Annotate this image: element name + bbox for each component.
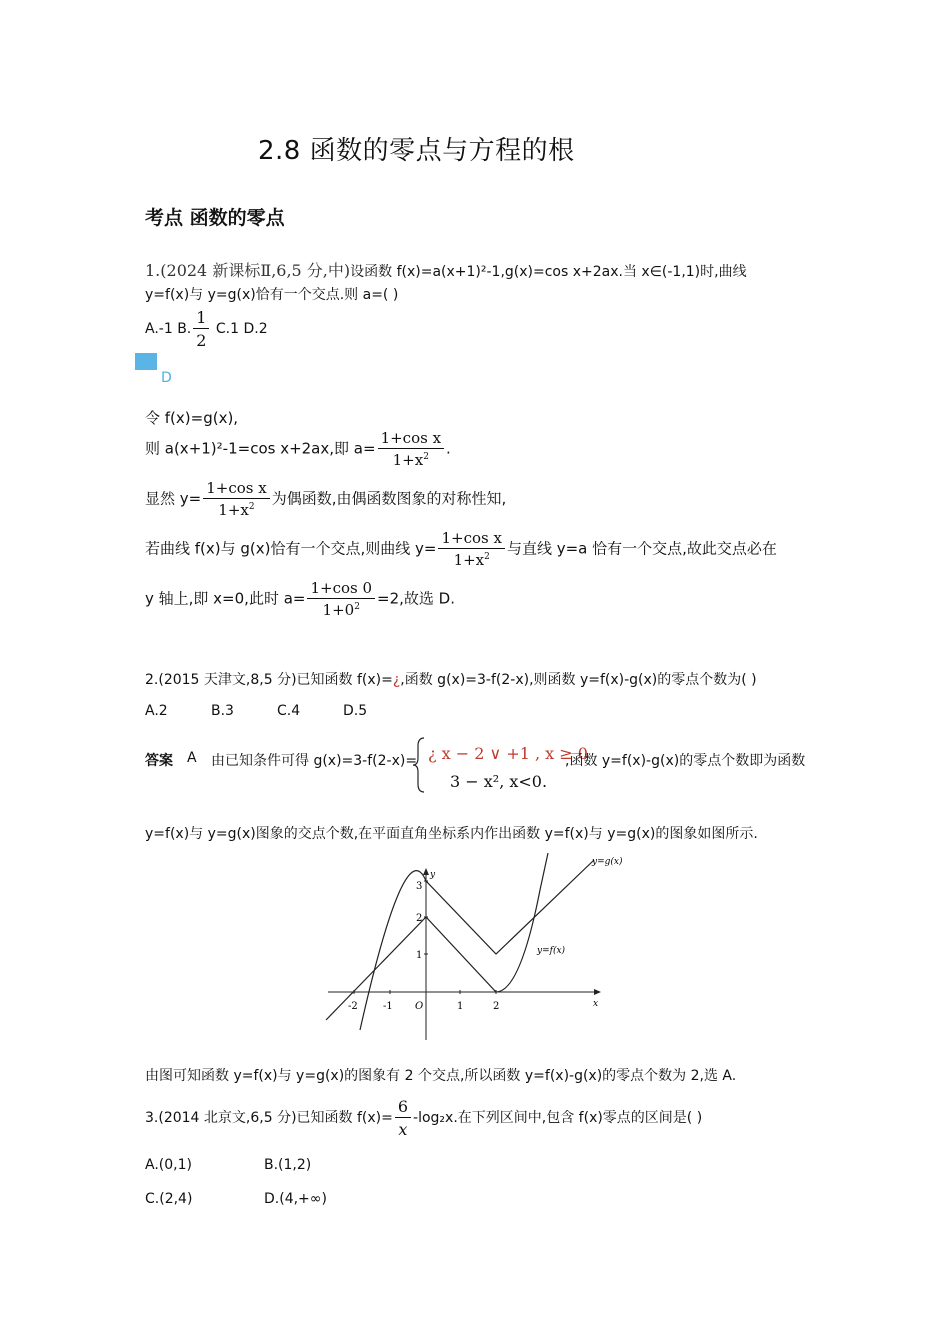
q2-conclusion: 由图可知函数 y=f(x)与 y=g(x)的图象有 2 个交点,所以函数 y=f(x)-g(x)的零点个数为 2,选 A. [145,1068,737,1084]
x-tick: 1 [457,1001,464,1012]
q1-choices-post: C.1 D.2 [211,321,268,337]
frac-num: 1+cos x [378,429,444,449]
q2-answer-text: 由已知条件可得 g(x)=3-f(2-x)= [211,753,418,769]
section-heading: 考点 函数的零点 [145,207,285,229]
frac-num: 1 [193,308,209,329]
q3-stem [145,1097,702,1139]
q1-solution-5 [145,579,455,619]
x-tick: -2 [348,1001,358,1012]
frac-num: 1+cos x [203,479,269,499]
fraction [378,429,444,469]
q1-solution-3 [145,479,506,519]
text: 若曲线 f(x)与 g(x)恰有一个交点,则曲线 y= [145,539,437,558]
text: 3.(2014 北京文,6,5 分)已知函数 f(x)= [145,1110,393,1126]
text: =2,故选 D. [377,589,455,608]
fraction [203,479,269,519]
q1-stem-2: y=f(x)与 y=g(x)恰有一个交点.则 a=( ) [145,287,399,303]
q1-choices-pre: A.-1 B. [145,321,192,337]
q1-stem-1: 设函数 f(x)=a(x+1)²-1,g(x)=cos x+2ax.当 x∈(-1,1)时,曲线 [350,264,747,280]
text: 2.(2015 天津文,8,5 分)已知函数 f(x)= [145,672,393,688]
x-axis-arrow-icon [594,989,601,995]
den-base: 1+x [218,501,249,519]
y-tick: 2 [416,913,423,924]
frac-den [203,499,269,519]
x-tick: 2 [493,1001,500,1012]
q3-choice-a: A.(0,1) [145,1157,192,1173]
den-exp: 2 [354,602,360,612]
q2-stem [145,669,757,689]
text: ,函数 g(x)=3-f(2-x),则函数 y=f(x)-g(x)的零点个数为( ) [400,672,757,688]
page-title: 2.8 函数的零点与方程的根 [258,136,575,166]
fraction [395,1097,411,1139]
q2-case-1 [428,744,588,763]
y-tick: 1 [416,950,423,961]
curve-g-label: y=g(x) [592,857,623,867]
den-base: 1+0 [322,601,355,619]
text: 为偶函数,由偶函数图象的对称性知, [271,489,507,508]
fraction [438,529,504,569]
frac-num: 1+cos 0 [307,579,375,599]
q1-source: 1.(2024 新课标Ⅱ,6,5 分,中) [145,261,351,280]
q1-choice-b-frac [193,308,209,350]
q2-answer-label: 答案 [145,753,173,769]
q2-case-2: 3 − x², x<0. [450,772,548,791]
function-graph [320,850,623,1045]
frac-den: 2 [196,331,207,350]
den-exp: 2 [484,552,490,562]
q2-answer-line2: y=f(x)与 y=g(x)图象的交点个数,在平面直角坐标系内作出函数 y=f(x)与 y=g(x)的图象如图所示. [145,826,758,842]
brace-icon [412,736,426,794]
y-tick: 3 [416,881,423,892]
q1-solution-4 [145,529,777,569]
x-tick: -1 [383,1001,393,1012]
curve-f-label: y=f(x) [537,946,566,956]
q1-choices [145,308,268,350]
q2-choice-a: A.2 [145,703,168,719]
answer-marker-icon [135,353,157,370]
den-base: 1+x [453,551,485,569]
q2-choice-c: C.4 [277,703,301,719]
y-axis-label: y [430,870,436,880]
q1-line1 [145,258,747,281]
q2-answer-value: A [187,750,197,766]
den-exp: 2 [423,452,429,462]
q1-solution-2 [145,429,451,469]
frac-num: 6 [395,1097,411,1118]
q1-solution-1: 令 f(x)=g(x), [145,409,239,427]
text: 则 a(x+1)²-1=cos x+2ax,即 a= [145,439,376,458]
text: y 轴上,即 x=0,此时 a= [145,589,306,608]
frac-den [438,549,504,569]
text: 显然 y= [145,489,202,508]
x-axis-label: x [593,999,599,1009]
q2-choice-d: D.5 [343,703,368,719]
q1-answer: D [161,370,172,386]
curve-g [360,860,594,1030]
case-1-text: ¿ x − 2 ∨ +1 , x ≥ 0 [428,744,588,763]
q3-choice-c: C.(2,4) [145,1191,193,1207]
frac-den [307,599,375,619]
q2-answer-cont: ,函数 y=f(x)-g(x)的零点个数即为函数 [565,753,806,769]
frac-num: 1+cos x [438,529,504,549]
origin-label: O [415,1001,424,1012]
q2-choice-b: B.3 [211,703,234,719]
y-axis-arrow-icon [423,868,429,875]
den-base: 1+x [392,451,424,469]
q3-choice-b: B.(1,2) [264,1157,312,1173]
q3-choice-d: D.(4,+∞) [264,1191,327,1207]
glyph: ¿ [392,672,401,688]
den-exp: 2 [248,502,255,512]
text: . [446,439,451,458]
frac-den: x [398,1120,408,1139]
text: 与直线 y=a 恰有一个交点,故此交点必在 [506,539,777,558]
text: -log₂x.在下列区间中,包含 f(x)零点的区间是( ) [413,1110,703,1126]
frac-den [378,449,444,469]
fraction [307,579,375,619]
